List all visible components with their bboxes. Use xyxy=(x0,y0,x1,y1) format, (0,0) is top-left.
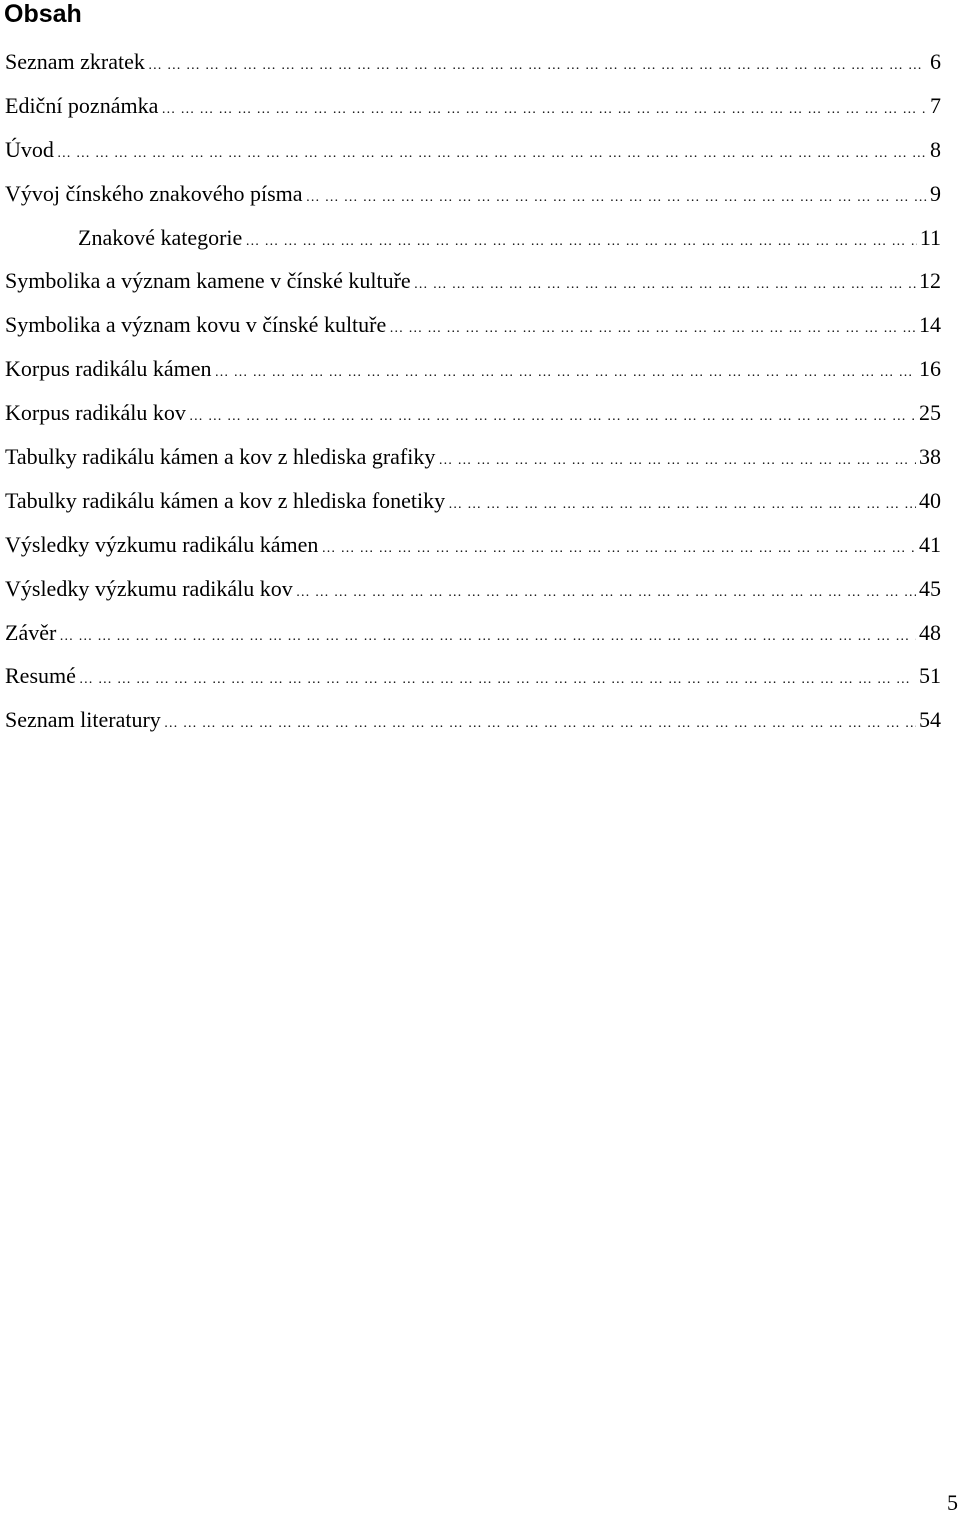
toc-entry-symbolika-kamene[interactable] xyxy=(5,259,941,303)
toc-dot-leader xyxy=(79,654,916,702)
table-of-contents xyxy=(5,40,941,742)
toc-entry-title: Závěr xyxy=(5,619,57,645)
toc-dot-leader xyxy=(57,128,927,176)
toc-dot-leader xyxy=(215,347,917,395)
toc-entry-page: 40 xyxy=(919,487,941,513)
toc-entry-page: 25 xyxy=(919,400,941,426)
toc-dot-leader xyxy=(189,391,916,439)
toc-entry-korpus-kamen[interactable] xyxy=(5,347,941,391)
toc-entry-page: 8 xyxy=(930,136,941,162)
toc-entry-title: Výsledky výzkumu radikálu kámen xyxy=(5,531,319,557)
toc-dot-leader xyxy=(164,698,916,746)
toc-entry-title: Seznam literatury xyxy=(5,707,161,733)
toc-dot-leader xyxy=(296,567,916,615)
toc-entry-title: Tabulky radikálu kámen a kov z hlediska grafiky xyxy=(5,444,436,470)
page-number: 5 xyxy=(947,1490,958,1515)
toc-entry-page: 54 xyxy=(919,707,941,733)
toc-dot-leader xyxy=(161,84,927,132)
toc-entry-symbolika-kovu[interactable] xyxy=(5,303,941,347)
toc-entry-seznam-zkratek[interactable] xyxy=(5,40,941,84)
toc-entry-vysledky-kamen[interactable] xyxy=(5,523,941,567)
toc-dot-leader xyxy=(438,435,916,483)
toc-entry-title: Úvod xyxy=(5,136,54,162)
toc-entry-znakove-kategorie[interactable] xyxy=(5,216,941,260)
toc-entry-title: Výsledky výzkumu radikálu kov xyxy=(5,575,293,601)
toc-heading: Obsah xyxy=(4,0,82,28)
toc-entry-page: 48 xyxy=(919,619,941,645)
toc-entry-title: Seznam zkratek xyxy=(5,49,145,74)
toc-entry-title: Znakové kategorie xyxy=(78,224,243,250)
toc-entry-zaver[interactable] xyxy=(5,611,941,655)
toc-entry-page: 51 xyxy=(919,663,941,689)
toc-entry-tabulky-grafiky[interactable] xyxy=(5,435,941,479)
toc-entry-vyvoj-pisma[interactable] xyxy=(5,172,941,216)
toc-entry-page: 7 xyxy=(930,92,941,118)
toc-entry-page: 16 xyxy=(919,356,941,382)
toc-entry-title: Korpus radikálu kov xyxy=(5,400,186,426)
toc-dot-leader xyxy=(306,172,927,220)
toc-entry-vysledky-kov[interactable] xyxy=(5,567,941,611)
toc-entry-page: 9 xyxy=(930,180,941,206)
toc-entry-title: Symbolika a význam kamene v čínské kultuře xyxy=(5,268,411,294)
toc-entry-page: 45 xyxy=(919,575,941,601)
toc-entry-resume[interactable] xyxy=(5,654,941,698)
toc-entry-page: 38 xyxy=(919,444,941,470)
toc-entry-seznam-literatury[interactable] xyxy=(5,698,941,742)
toc-dot-leader xyxy=(148,40,927,88)
toc-dot-leader xyxy=(59,611,916,659)
toc-entry-page: 11 xyxy=(919,224,941,250)
toc-entry-page: 14 xyxy=(919,312,941,338)
toc-entry-uvod[interactable] xyxy=(5,128,941,172)
toc-dot-leader xyxy=(321,523,916,571)
toc-dot-leader xyxy=(448,479,916,527)
toc-entry-page: 41 xyxy=(919,531,941,557)
toc-entry-title: Korpus radikálu kámen xyxy=(5,356,212,382)
toc-entry-edicni-poznamka[interactable] xyxy=(5,84,941,128)
toc-entry-page: 6 xyxy=(930,49,941,74)
toc-entry-title: Resumé xyxy=(5,663,76,689)
toc-entry-title: Symbolika a význam kovu v čínské kultuře xyxy=(5,312,387,338)
toc-entry-tabulky-fonetiky[interactable] xyxy=(5,479,941,523)
toc-entry-korpus-kov[interactable] xyxy=(5,391,941,435)
toc-entry-title: Ediční poznámka xyxy=(5,92,159,118)
toc-entry-title: Tabulky radikálu kámen a kov z hlediska fonetiky xyxy=(5,487,446,513)
toc-entry-title: Vývoj čínského znakového písma xyxy=(5,180,303,206)
toc-dot-leader xyxy=(389,303,916,351)
toc-dot-leader xyxy=(414,259,916,307)
toc-entry-page: 12 xyxy=(919,268,941,294)
toc-dot-leader xyxy=(245,216,917,264)
